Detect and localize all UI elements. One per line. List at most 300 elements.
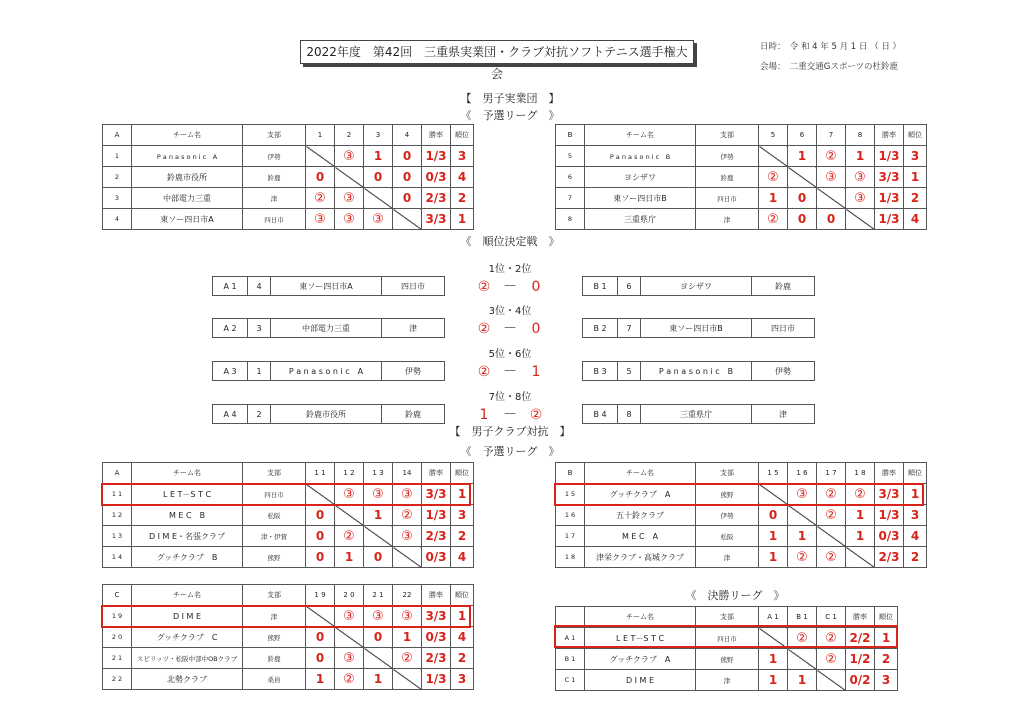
score-cell: ③ <box>846 167 875 188</box>
groupB-grid <box>555 124 927 230</box>
team-name: 東ソー四日市B <box>585 188 696 209</box>
header-cell: 支部 <box>696 607 759 628</box>
header-cell: 勝率 <box>846 607 875 628</box>
rank: 3 <box>451 505 474 526</box>
match-cell: 三重県庁 <box>641 405 752 424</box>
clubC-grid <box>102 584 474 690</box>
rank: 1 <box>875 628 898 649</box>
header-cell: 1 8 <box>846 463 875 484</box>
row-number: 7 <box>556 188 585 209</box>
match-cell: 7 <box>618 319 641 338</box>
score-cell: 0 <box>788 209 817 230</box>
rank: 2 <box>451 188 474 209</box>
groupA-grid <box>102 124 474 230</box>
rank: 3 <box>904 146 927 167</box>
score-cell: 0 <box>364 547 393 568</box>
match-cell: 東ソー四日市B <box>641 319 752 338</box>
match-round-label: 5位・6位 <box>488 349 532 360</box>
score-cell: 1 <box>759 526 788 547</box>
diagonal-cell <box>364 648 393 669</box>
diagonal-cell <box>788 649 817 670</box>
win-rate: 3/3 <box>422 484 451 505</box>
table-row <box>103 505 474 526</box>
win-rate: 1/3 <box>422 146 451 167</box>
score-cell: 1 <box>788 526 817 547</box>
diagonal-cell <box>846 209 875 230</box>
match-cell: 津 <box>752 405 815 424</box>
group-b-table <box>555 124 927 230</box>
score-cell: ② <box>335 526 364 547</box>
score-cell: ③ <box>364 484 393 505</box>
score-cell: 0 <box>306 648 335 669</box>
team-name: 中部電力三重 <box>132 188 243 209</box>
score-cell: 0 <box>364 627 393 648</box>
row-number: 2 2 <box>103 669 132 690</box>
table-row <box>103 188 474 209</box>
row-number: 5 <box>556 146 585 167</box>
team-name: 鈴鹿市役所 <box>132 167 243 188</box>
branch: 松阪 <box>243 505 306 526</box>
header-cell: 4 <box>393 125 422 146</box>
table-row <box>556 526 927 547</box>
diagonal-cell <box>306 606 335 627</box>
header-cell: 支部 <box>243 463 306 484</box>
diagonal-cell <box>306 146 335 167</box>
branch: 伊勢 <box>243 146 306 167</box>
match-left-team <box>212 318 445 338</box>
match-cell: 1 <box>248 362 271 381</box>
match-score <box>470 318 550 338</box>
win-rate: 1/3 <box>422 505 451 526</box>
header-cell: B <box>556 125 585 146</box>
branch: 津 <box>243 606 306 627</box>
row-number: 2 1 <box>103 648 132 669</box>
rank: 4 <box>451 167 474 188</box>
score-cell: 0 <box>817 209 846 230</box>
header-cell: チーム名 <box>132 463 243 484</box>
row-number: 1 <box>103 146 132 167</box>
table-row <box>103 484 474 505</box>
team-name: グッチクラブ A <box>585 649 696 670</box>
header-cell: 2 0 <box>335 585 364 606</box>
score-cell: ② <box>817 146 846 167</box>
table-row <box>103 167 474 188</box>
score-value: ② <box>529 407 543 423</box>
score-cell: ③ <box>393 606 422 627</box>
row-number: 1 4 <box>103 547 132 568</box>
win-rate: 1/2 <box>846 649 875 670</box>
diagonal-cell <box>788 505 817 526</box>
match-cell: 四日市 <box>752 319 815 338</box>
score-cell: 1 <box>759 649 788 670</box>
branch: 四日市 <box>243 484 306 505</box>
clubA-grid <box>102 462 474 568</box>
diagonal-cell <box>817 188 846 209</box>
table-row <box>103 526 474 547</box>
diagonal-cell <box>759 628 788 649</box>
win-rate: 0/2 <box>846 670 875 691</box>
match-cell: B 4 <box>583 405 618 424</box>
header-cell: チーム名 <box>132 585 243 606</box>
score-cell: ② <box>846 484 875 505</box>
match-cell: P a n a s o n i c A <box>271 362 382 381</box>
rank: 2 <box>451 526 474 547</box>
score-cell: ③ <box>335 606 364 627</box>
table-row <box>556 167 927 188</box>
win-rate: 1/3 <box>875 209 904 230</box>
branch: 津 <box>696 209 759 230</box>
match-cell: A 3 <box>213 362 248 381</box>
team-name: スピリッツ・松阪中部中OBクラブ <box>132 648 243 669</box>
header-cell: チーム名 <box>585 463 696 484</box>
table-row <box>103 648 474 669</box>
score-cell: 1 <box>846 526 875 547</box>
win-rate: 1/3 <box>875 505 904 526</box>
header-cell: 勝率 <box>875 463 904 484</box>
score-cell: 1 <box>759 188 788 209</box>
team-name: D I M E <box>132 606 243 627</box>
score-cell: 1 <box>788 670 817 691</box>
score-cell: 0 <box>393 188 422 209</box>
team-name: M E C A <box>585 526 696 547</box>
score-cell: 1 <box>788 146 817 167</box>
score-cell: 0 <box>393 146 422 167</box>
table-row <box>103 146 474 167</box>
match-cell: 鈴鹿 <box>382 405 445 424</box>
branch: 伊勢 <box>696 505 759 526</box>
header-cell: 7 <box>817 125 846 146</box>
branch: 津・伊賀 <box>243 526 306 547</box>
score-cell: ② <box>306 188 335 209</box>
match-round-label: 7位・8位 <box>488 392 532 403</box>
match-cell: A 1 <box>213 277 248 296</box>
team-name: P a n a s o n i c A <box>132 146 243 167</box>
diagonal-cell <box>335 167 364 188</box>
score-cell: ③ <box>817 167 846 188</box>
prelim-heading: 《 予選リーグ 》 <box>460 109 560 122</box>
diagonal-cell <box>335 505 364 526</box>
rank: 3 <box>451 146 474 167</box>
score-cell: ③ <box>335 188 364 209</box>
diagonal-cell <box>817 526 846 547</box>
rank: 2 <box>451 648 474 669</box>
branch: 四日市 <box>243 209 306 230</box>
match-left-team <box>212 276 445 296</box>
header-cell: 1 6 <box>788 463 817 484</box>
header-cell: 順位 <box>904 463 927 484</box>
score-dash: － <box>503 279 517 295</box>
table-row <box>556 547 927 568</box>
score-cell: ② <box>788 547 817 568</box>
team-name: D I M E・名張クラブ <box>132 526 243 547</box>
score-cell: ② <box>788 628 817 649</box>
score-cell: 1 <box>759 547 788 568</box>
win-rate: 2/3 <box>875 547 904 568</box>
win-rate: 1/3 <box>422 669 451 690</box>
score-cell: 0 <box>364 167 393 188</box>
win-rate: 1/3 <box>875 146 904 167</box>
header-cell: 8 <box>846 125 875 146</box>
row-number: 1 9 <box>103 606 132 627</box>
team-name: M E C B <box>132 505 243 526</box>
match-cell: 鈴鹿 <box>752 277 815 296</box>
score-cell: ③ <box>393 484 422 505</box>
rank: 4 <box>451 627 474 648</box>
score-cell: ③ <box>846 188 875 209</box>
match-cell: 2 <box>248 405 271 424</box>
score-cell: 1 <box>846 505 875 526</box>
score-cell: 1 <box>306 669 335 690</box>
match-right-team <box>582 361 815 381</box>
header-cell: A 1 <box>759 607 788 628</box>
row-number: 1 5 <box>556 484 585 505</box>
branch: 津 <box>243 188 306 209</box>
branch: 熊野 <box>243 627 306 648</box>
score-cell: ② <box>759 209 788 230</box>
branch: 熊野 <box>696 649 759 670</box>
diagonal-cell <box>759 484 788 505</box>
diagonal-cell <box>846 547 875 568</box>
team-name: D I M E <box>585 670 696 691</box>
branch: 津 <box>696 547 759 568</box>
score-value: 0 <box>531 279 541 295</box>
table-row <box>556 649 898 670</box>
match-cell: 3 <box>248 319 271 338</box>
table-row <box>103 209 474 230</box>
win-rate: 0/3 <box>875 526 904 547</box>
match-cell: B 1 <box>583 277 618 296</box>
date-line <box>760 40 901 52</box>
match-right-team <box>582 276 815 296</box>
match-cell: A 2 <box>213 319 248 338</box>
match-left-team <box>212 404 445 424</box>
header-cell: 1 1 <box>306 463 335 484</box>
group-a-table <box>102 124 474 230</box>
match-cell: ヨシザワ <box>641 277 752 296</box>
score-cell: ② <box>335 669 364 690</box>
score-cell: 1 <box>335 547 364 568</box>
header-cell: 支部 <box>243 125 306 146</box>
team-name: P a n a s o n i c B <box>585 146 696 167</box>
header-cell: A <box>103 125 132 146</box>
final-league-heading: 《 決勝リーグ 》 <box>685 589 785 602</box>
match-cell: 4 <box>248 277 271 296</box>
rank: 2 <box>904 547 927 568</box>
table-row <box>556 146 927 167</box>
header-cell: 22 <box>393 585 422 606</box>
header-cell: チーム名 <box>585 607 696 628</box>
rank: 3 <box>875 670 898 691</box>
row-number: 8 <box>556 209 585 230</box>
win-rate: 3/3 <box>875 167 904 188</box>
header-cell: 順位 <box>904 125 927 146</box>
rank: 1 <box>904 167 927 188</box>
diagonal-cell <box>306 484 335 505</box>
score-cell: 0 <box>306 547 335 568</box>
rank: 4 <box>904 526 927 547</box>
header-cell: 2 1 <box>364 585 393 606</box>
diagonal-cell <box>364 526 393 547</box>
score-cell: 0 <box>306 167 335 188</box>
score-cell: ② <box>393 648 422 669</box>
diagonal-cell <box>759 146 788 167</box>
row-number: 4 <box>103 209 132 230</box>
date-value: 令 和 4 年 5 月 1 日 （ 日 ） <box>789 42 902 52</box>
match-right-team <box>582 404 815 424</box>
row-number: 1 1 <box>103 484 132 505</box>
header-cell: 勝率 <box>422 585 451 606</box>
branch: 松阪 <box>696 526 759 547</box>
header-cell: 勝率 <box>875 125 904 146</box>
header-cell: 1 5 <box>759 463 788 484</box>
match-score <box>470 404 550 424</box>
rank: 1 <box>451 606 474 627</box>
branch: 鈴鹿 <box>243 167 306 188</box>
club-c-table <box>102 584 474 690</box>
table-row <box>103 669 474 690</box>
rank: 3 <box>451 669 474 690</box>
score-value: 0 <box>531 321 541 337</box>
score-value: ② <box>477 364 491 380</box>
row-number: C 1 <box>556 670 585 691</box>
header-cell: B <box>556 463 585 484</box>
header-cell: 支部 <box>696 125 759 146</box>
score-cell: 0 <box>393 167 422 188</box>
match-cell: B 2 <box>583 319 618 338</box>
header-cell: 6 <box>788 125 817 146</box>
match-score <box>470 361 550 381</box>
row-number: B 1 <box>556 649 585 670</box>
match-right-team <box>582 318 815 338</box>
score-value: ② <box>477 321 491 337</box>
header-cell: チーム名 <box>132 125 243 146</box>
team-name: 北勢クラブ <box>132 669 243 690</box>
diagonal-cell <box>788 167 817 188</box>
score-cell: 0 <box>306 627 335 648</box>
score-value: 1 <box>531 364 541 380</box>
score-cell: 0 <box>306 526 335 547</box>
branch: 鈴鹿 <box>696 167 759 188</box>
row-number: 1 7 <box>556 526 585 547</box>
team-name: グッチクラブ B <box>132 547 243 568</box>
date-label: 日時： <box>760 42 782 52</box>
score-dash: － <box>503 407 517 423</box>
table-row <box>103 627 474 648</box>
header-cell: 14 <box>393 463 422 484</box>
match-cell: B 3 <box>583 362 618 381</box>
score-cell: ③ <box>788 484 817 505</box>
rank: 2 <box>904 188 927 209</box>
win-rate: 0/3 <box>422 627 451 648</box>
match-cell: 四日市 <box>382 277 445 296</box>
club-a-table <box>102 462 474 568</box>
team-name: L E T－S T C <box>132 484 243 505</box>
header-cell: 5 <box>759 125 788 146</box>
match-cell: 中部電力三重 <box>271 319 382 338</box>
table-row <box>556 505 927 526</box>
row-number: 6 <box>556 167 585 188</box>
diagonal-cell <box>817 670 846 691</box>
score-cell: ② <box>817 628 846 649</box>
score-cell: 0 <box>759 505 788 526</box>
score-cell: ③ <box>393 526 422 547</box>
rank: 1 <box>451 209 474 230</box>
score-cell: 0 <box>306 505 335 526</box>
venue-value: 二重交通Gスポーツの杜鈴鹿 <box>789 62 899 72</box>
header-cell: 勝率 <box>422 463 451 484</box>
win-rate: 0/3 <box>422 547 451 568</box>
team-name: L E T－S T C <box>585 628 696 649</box>
branch: 四日市 <box>696 628 759 649</box>
header-cell: 2 <box>335 125 364 146</box>
team-name: 三重県庁 <box>585 209 696 230</box>
rank: 3 <box>904 505 927 526</box>
win-rate: 0/3 <box>422 167 451 188</box>
score-cell: ③ <box>335 146 364 167</box>
branch: 桑員 <box>243 669 306 690</box>
header-cell: 3 <box>364 125 393 146</box>
match-cell: 津 <box>382 319 445 338</box>
header-cell: 1 9 <box>306 585 335 606</box>
score-cell: 1 <box>393 627 422 648</box>
row-number: 1 3 <box>103 526 132 547</box>
win-rate: 3/3 <box>422 209 451 230</box>
row-number: 1 6 <box>556 505 585 526</box>
win-rate: 3/3 <box>875 484 904 505</box>
win-rate: 2/3 <box>422 648 451 669</box>
branch: 伊勢 <box>696 146 759 167</box>
diagonal-cell <box>364 188 393 209</box>
match-cell: 鈴鹿市役所 <box>271 405 382 424</box>
score-cell: ③ <box>335 648 364 669</box>
header-cell: 支部 <box>243 585 306 606</box>
score-cell: ③ <box>364 209 393 230</box>
score-cell: ③ <box>364 606 393 627</box>
score-cell: ③ <box>306 209 335 230</box>
header-cell: A <box>103 463 132 484</box>
clubB-grid <box>555 462 927 568</box>
rank: 1 <box>451 484 474 505</box>
team-name: グッチクラブ C <box>132 627 243 648</box>
branch: 鈴鹿 <box>243 648 306 669</box>
match-cell: P a n a s o n i c B <box>641 362 752 381</box>
win-rate: 3/3 <box>422 606 451 627</box>
win-rate: 1/3 <box>875 188 904 209</box>
team-name: 津栄クラブ・高城クラブ <box>585 547 696 568</box>
match-left-team <box>212 361 445 381</box>
row-number: 1 8 <box>556 547 585 568</box>
row-number: 1 2 <box>103 505 132 526</box>
header-cell: C <box>103 585 132 606</box>
header-cell: 1 <box>306 125 335 146</box>
header-cell: 順位 <box>451 125 474 146</box>
score-cell: ② <box>393 505 422 526</box>
branch: 熊野 <box>243 547 306 568</box>
score-dash: － <box>503 321 517 337</box>
table-row <box>556 484 927 505</box>
score-cell: ② <box>817 649 846 670</box>
header-cell: 勝率 <box>422 125 451 146</box>
venue-line <box>760 60 898 72</box>
score-cell: ③ <box>335 209 364 230</box>
score-cell: ② <box>817 484 846 505</box>
header-cell: 順位 <box>451 463 474 484</box>
final-league-table <box>555 606 898 691</box>
header-cell: 支部 <box>696 463 759 484</box>
team-name: ヨシザワ <box>585 167 696 188</box>
score-cell: ③ <box>335 484 364 505</box>
score-cell: ② <box>817 505 846 526</box>
